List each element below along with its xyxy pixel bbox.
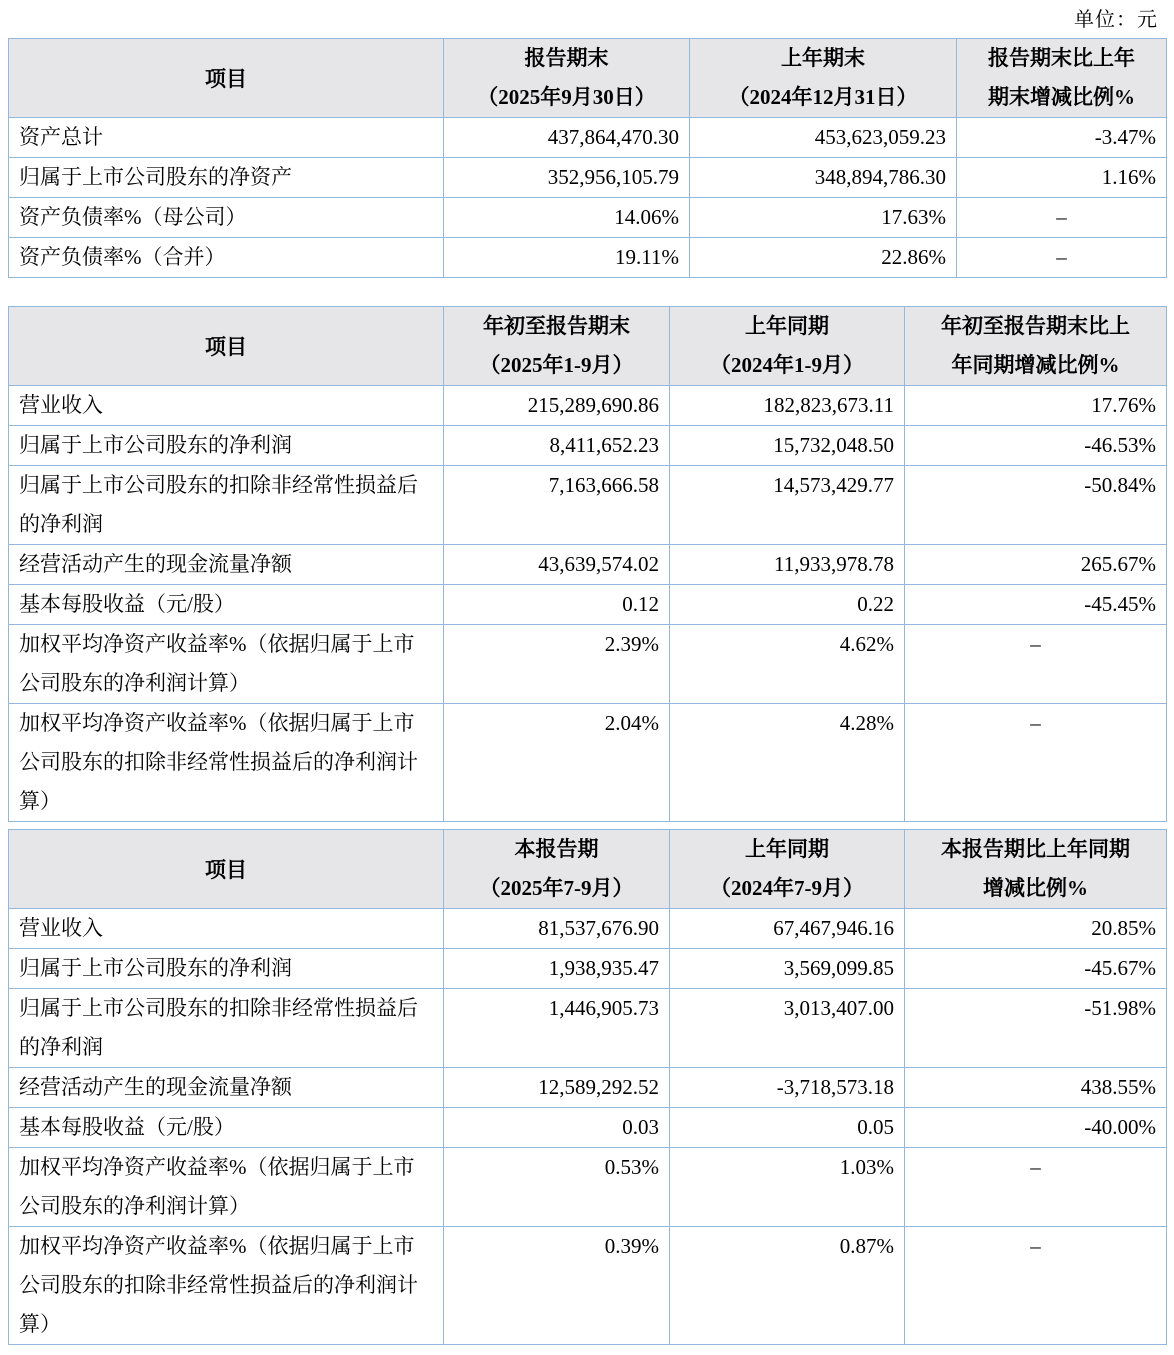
table-period-end — [8, 38, 1167, 278]
table-row — [9, 949, 1167, 989]
header-line-2: （2024年7-9月） — [710, 876, 864, 900]
header-cell-item: 项目 — [9, 830, 444, 909]
change-value-cell: -45.67% — [905, 949, 1167, 989]
table-row — [9, 158, 1167, 198]
change-value-cell: -46.53% — [905, 426, 1167, 466]
table-row — [9, 704, 1167, 822]
current-value-cell: 0.53% — [444, 1148, 670, 1227]
change-value-cell: – — [905, 1148, 1167, 1227]
table-row — [9, 909, 1167, 949]
current-value-cell: 19.11% — [444, 238, 690, 278]
prior-value-cell: 0.05 — [670, 1108, 905, 1148]
table-row — [9, 625, 1167, 704]
row-label-cell: 营业收入 — [9, 909, 444, 949]
header-line-2: 增减比例% — [983, 876, 1088, 900]
prior-value-cell: 11,933,978.78 — [670, 545, 905, 585]
current-value-cell: 2.39% — [444, 625, 670, 704]
change-value-cell: 438.55% — [905, 1068, 1167, 1108]
change-value-cell: – — [905, 1227, 1167, 1345]
prior-value-cell: 14,573,429.77 — [670, 466, 905, 545]
change-value-cell: – — [957, 238, 1167, 278]
change-value-cell: 265.67% — [905, 545, 1167, 585]
row-label-cell: 归属于上市公司股东的净利润 — [9, 949, 444, 989]
current-value-cell: 7,163,666.58 — [444, 466, 670, 545]
header-line-2: （2024年1-9月） — [710, 353, 864, 377]
current-value-cell: 43,639,574.02 — [444, 545, 670, 585]
prior-value-cell: 17.63% — [690, 198, 957, 238]
prior-value-cell: 0.22 — [670, 585, 905, 625]
row-label-cell: 归属于上市公司股东的扣除非经常性损益后的净利润 — [9, 466, 444, 545]
change-value-cell: 20.85% — [905, 909, 1167, 949]
header-cell-prior — [690, 39, 957, 118]
row-label-cell: 营业收入 — [9, 386, 444, 426]
table-row — [9, 1068, 1167, 1108]
unit-label: 单位：元 — [1074, 9, 1158, 31]
header-line-1: 上年同期 — [745, 314, 829, 338]
header-cell-current — [444, 39, 690, 118]
change-value-cell: 17.76% — [905, 386, 1167, 426]
header-line-2: （2025年7-9月） — [479, 876, 634, 900]
header-line-1: 上年期末 — [781, 46, 865, 70]
prior-value-cell: 348,894,786.30 — [690, 158, 957, 198]
header-cell-prior — [670, 830, 905, 909]
row-label-cell: 加权平均净资产收益率%（依据归属于上市公司股东的扣除非经常性损益后的净利润计算） — [9, 704, 444, 822]
current-value-cell: 12,589,292.52 — [444, 1068, 670, 1108]
change-value-cell: -3.47% — [957, 118, 1167, 158]
current-value-cell: 0.39% — [444, 1227, 670, 1345]
current-value-cell: 0.03 — [444, 1108, 670, 1148]
current-value-cell: 2.04% — [444, 704, 670, 822]
prior-value-cell: 15,732,048.50 — [670, 426, 905, 466]
header-line-2: （2025年9月30日） — [477, 85, 656, 109]
header-cell-item: 项目 — [9, 307, 444, 386]
row-label-cell: 资产负债率%（合并） — [9, 238, 444, 278]
table-row — [9, 238, 1167, 278]
current-value-cell: 0.12 — [444, 585, 670, 625]
prior-value-cell: 4.62% — [670, 625, 905, 704]
table-row — [9, 466, 1167, 545]
header-line-2: （2024年12月31日） — [728, 85, 918, 109]
row-label-cell: 归属于上市公司股东的扣除非经常性损益后的净利润 — [9, 989, 444, 1068]
table-row — [9, 386, 1167, 426]
row-label-cell: 经营活动产生的现金流量净额 — [9, 1068, 444, 1108]
table-row — [9, 1148, 1167, 1227]
header-cell-change — [957, 39, 1167, 118]
header-cell-current — [444, 307, 670, 386]
header-line-1: 本报告期 — [514, 837, 599, 861]
header-line-2: 期末增减比例% — [988, 85, 1135, 109]
header-line-2: 年同期增减比例% — [951, 353, 1120, 377]
change-value-cell: – — [957, 198, 1167, 238]
header-line-1: 年初至报告期末比上 — [941, 314, 1130, 338]
header-line-1: 本报告期比上年同期 — [941, 837, 1130, 861]
change-value-cell: – — [905, 704, 1167, 822]
table-ytd — [8, 306, 1167, 822]
header-line-1: 报告期末 — [524, 46, 609, 70]
change-value-cell: 1.16% — [957, 158, 1167, 198]
row-label-cell: 基本每股收益（元/股） — [9, 1108, 444, 1148]
row-label-cell: 加权平均净资产收益率%（依据归属于上市公司股东的净利润计算） — [9, 1148, 444, 1227]
table-row — [9, 198, 1167, 238]
row-label-cell: 加权平均净资产收益率%（依据归属于上市公司股东的扣除非经常性损益后的净利润计算） — [9, 1227, 444, 1345]
table-row — [9, 585, 1167, 625]
prior-value-cell: 0.87% — [670, 1227, 905, 1345]
change-value-cell: -40.00% — [905, 1108, 1167, 1148]
header-cell-change — [905, 307, 1167, 386]
header-cell-item: 项目 — [9, 39, 444, 118]
prior-value-cell: -3,718,573.18 — [670, 1068, 905, 1108]
row-label-cell: 经营活动产生的现金流量净额 — [9, 545, 444, 585]
prior-value-cell: 182,823,673.11 — [670, 386, 905, 426]
change-value-cell: -50.84% — [905, 466, 1167, 545]
header-row — [9, 39, 1167, 118]
prior-value-cell: 67,467,946.16 — [670, 909, 905, 949]
header-line-1: 上年同期 — [745, 837, 829, 861]
header-row — [9, 830, 1167, 909]
prior-value-cell: 3,569,099.85 — [670, 949, 905, 989]
current-value-cell: 437,864,470.30 — [444, 118, 690, 158]
prior-value-cell: 3,013,407.00 — [670, 989, 905, 1068]
table-row — [9, 426, 1167, 466]
prior-value-cell: 453,623,059.23 — [690, 118, 957, 158]
current-value-cell: 1,446,905.73 — [444, 989, 670, 1068]
row-label-cell: 资产总计 — [9, 118, 444, 158]
current-value-cell: 81,537,676.90 — [444, 909, 670, 949]
header-line-1: 年初至报告期末 — [483, 314, 630, 338]
row-label-cell: 归属于上市公司股东的净利润 — [9, 426, 444, 466]
table-row — [9, 1108, 1167, 1148]
table-row — [9, 989, 1167, 1068]
table-gap — [8, 822, 1166, 829]
table-row — [9, 545, 1167, 585]
change-value-cell: – — [905, 625, 1167, 704]
current-value-cell: 352,956,105.79 — [444, 158, 690, 198]
row-label-cell: 加权平均净资产收益率%（依据归属于上市公司股东的净利润计算） — [9, 625, 444, 704]
header-row — [9, 307, 1167, 386]
header-line-1: 报告期末比上年 — [988, 46, 1135, 70]
prior-value-cell: 4.28% — [670, 704, 905, 822]
prior-value-cell: 22.86% — [690, 238, 957, 278]
change-value-cell: -51.98% — [905, 989, 1167, 1068]
table-gap — [8, 278, 1166, 306]
table-row — [9, 118, 1167, 158]
header-line-2: （2025年1-9月） — [479, 353, 634, 377]
header-cell-current — [444, 830, 670, 909]
current-value-cell: 1,938,935.47 — [444, 949, 670, 989]
prior-value-cell: 1.03% — [670, 1148, 905, 1227]
change-value-cell: -45.45% — [905, 585, 1167, 625]
row-label-cell: 基本每股收益（元/股） — [9, 585, 444, 625]
table-row — [9, 1227, 1167, 1345]
table-quarter — [8, 829, 1167, 1345]
current-value-cell: 14.06% — [444, 198, 690, 238]
header-cell-prior — [670, 307, 905, 386]
current-value-cell: 215,289,690.86 — [444, 386, 670, 426]
row-label-cell: 归属于上市公司股东的净资产 — [9, 158, 444, 198]
header-cell-change — [905, 830, 1167, 909]
current-value-cell: 8,411,652.23 — [444, 426, 670, 466]
row-label-cell: 资产负债率%（母公司） — [9, 198, 444, 238]
